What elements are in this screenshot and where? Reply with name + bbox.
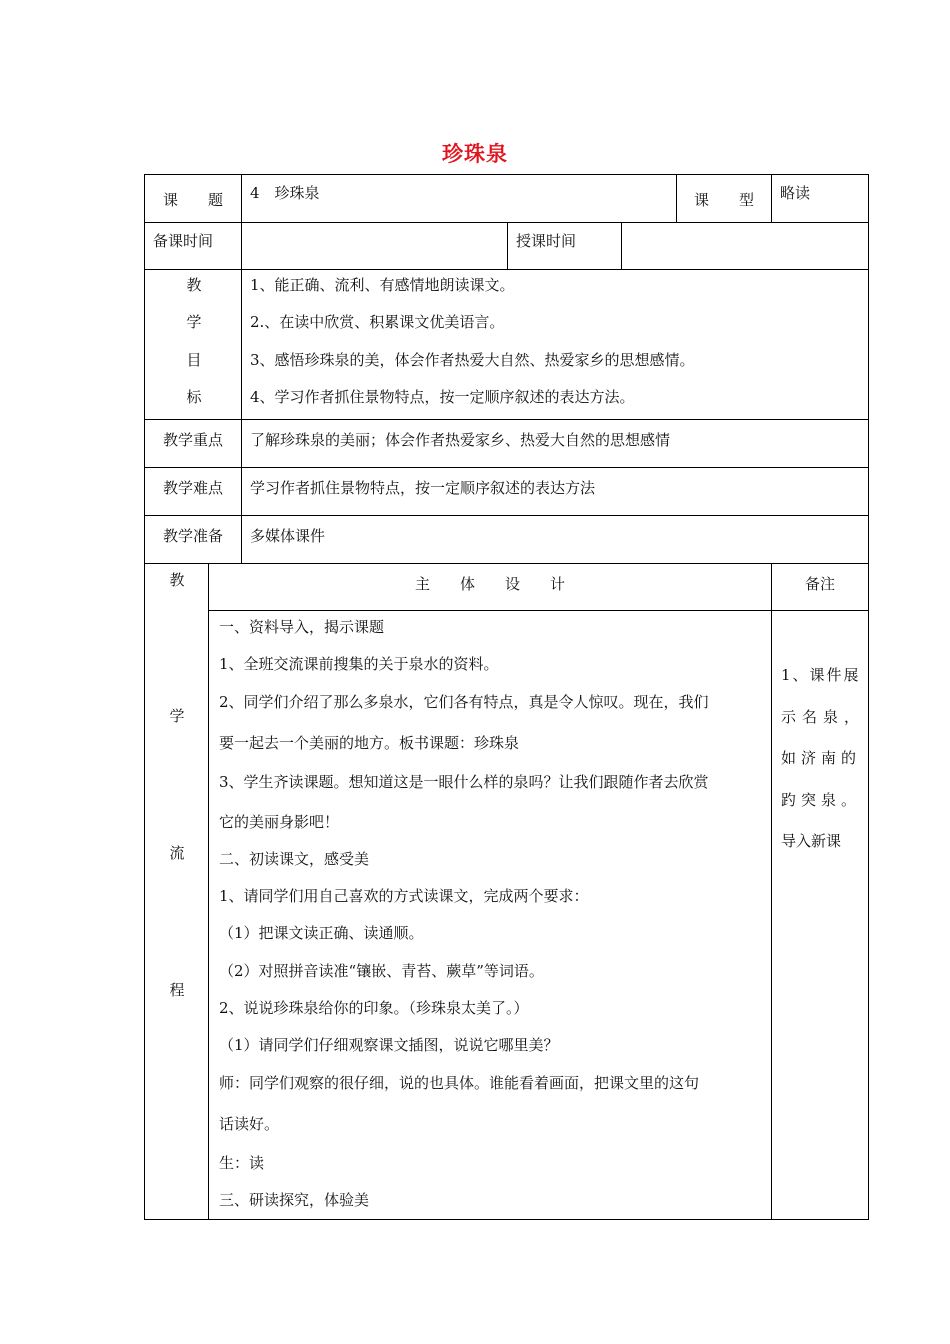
objective-item: 3、感悟珍珠泉的美，体会作者热爱大自然、热爱家乡的思想感情。: [250, 351, 695, 369]
process-line: 它的美丽身影吧！: [219, 813, 340, 831]
key-value: 了解珍珠泉的美丽；体会作者热爱家乡、热爱大自然的思想感情: [250, 431, 671, 449]
remarks-line: 1、课件展: [781, 666, 861, 684]
process-line: （2）对照拼音读准“镶嵌、青苔、蕨草”等词语。: [219, 962, 544, 980]
prep-value-cell: [241, 515, 869, 564]
teach-time-value-cell: [621, 222, 869, 270]
objectives-cell: [241, 269, 869, 420]
teach-time-label-cell: [507, 222, 622, 270]
prep-time-label: 备课时间: [153, 232, 214, 250]
process-label-char: 学: [169, 707, 185, 725]
main-design-label: 主 体 设 计: [414, 575, 565, 593]
process-label-char: 流: [169, 844, 185, 862]
type-label: 课 型: [693, 191, 754, 209]
type-value: 略读: [780, 184, 811, 202]
process-line: 三、研读探究，体验美: [219, 1191, 370, 1209]
objective-item: 4、学习作者抓住景物特点，按一定顺序叙述的表达方法。: [250, 388, 635, 406]
process-content-cell: [208, 610, 772, 1220]
remarks-line: 示名泉，: [781, 708, 866, 726]
process-line: 3、学生齐读课题。想知道这是一眼什么样的泉吗？让我们跟随作者去欣赏: [219, 773, 709, 791]
objective-item: 2.、在读中欣赏、积累课文优美语言。: [250, 313, 505, 331]
objective-item: 1、能正确、流利、有感情地朗读课文。: [250, 276, 515, 294]
remarks-header-cell: [771, 563, 869, 611]
objectives-label-char: 教: [186, 276, 202, 294]
remarks-line: 趵突泉。: [781, 791, 862, 809]
prep-time-label-cell: [144, 222, 242, 270]
prep-time-value-cell: [241, 222, 508, 270]
main-design-header-cell: [208, 563, 772, 611]
remarks-line: 如济南的: [781, 749, 862, 767]
process-line: 生：读: [219, 1154, 265, 1172]
topic-label: 课 题: [162, 191, 223, 209]
process-line: （1）把课文读正确、读通顺。: [219, 924, 424, 942]
teach-time-label: 授课时间: [516, 232, 577, 250]
process-line: 要一起去一个美丽的地方。板书课题：珍珠泉: [219, 734, 520, 752]
key-value-cell: [241, 419, 869, 468]
objectives-label-char: 标: [186, 388, 202, 406]
prep-label: 教学准备: [162, 527, 223, 545]
key-label-cell: [144, 419, 242, 468]
type-label-cell: [676, 174, 772, 223]
process-line: 师：同学们观察的很仔细，说的也具体。谁能看着画面，把课文里的这句: [219, 1074, 700, 1092]
process-line: 话读好。: [219, 1115, 280, 1133]
difficulty-label: 教学难点: [162, 479, 223, 497]
process-line: 一、资料导入，揭示课题: [219, 618, 385, 636]
process-label-char: 教: [169, 571, 185, 589]
prep-value: 多媒体课件: [250, 527, 326, 545]
key-label: 教学重点: [162, 431, 223, 449]
topic-value-cell: [241, 174, 677, 223]
topic-value: 4 珍珠泉: [250, 184, 320, 202]
difficulty-label-cell: [144, 467, 242, 516]
objectives-label-cell: [144, 269, 242, 420]
process-line: 2、同学们介绍了那么多泉水，它们各有特点，真是令人惊叹。现在，我们: [219, 693, 709, 711]
process-line: 2、说说珍珠泉给你的印象。（珍珠泉太美了。）: [219, 999, 529, 1017]
topic-label-cell: [144, 174, 242, 223]
difficulty-value: 学习作者抓住景物特点，按一定顺序叙述的表达方法: [250, 479, 596, 497]
process-line: 1、全班交流课前搜集的关于泉水的资料。: [219, 655, 499, 673]
process-line: 二、初读课文，感受美: [219, 850, 370, 868]
process-label-cell: [144, 563, 209, 1220]
type-value-cell: [771, 174, 869, 223]
objectives-label-char: 目: [186, 351, 202, 369]
prep-label-cell: [144, 515, 242, 564]
objectives-label-char: 学: [186, 313, 202, 331]
process-line: （1）请同学们仔细观察课文插图，说说它哪里美？: [219, 1036, 559, 1054]
process-label-char: 程: [169, 981, 185, 999]
remarks-label: 备注: [804, 575, 835, 593]
difficulty-value-cell: [241, 467, 869, 516]
remarks-line: 导入新课: [781, 832, 842, 850]
remarks-content-cell: [771, 610, 869, 1220]
process-line: 1、请同学们用自己喜欢的方式读课文，完成两个要求：: [219, 887, 589, 905]
document-title: 珍珠泉: [442, 142, 508, 166]
